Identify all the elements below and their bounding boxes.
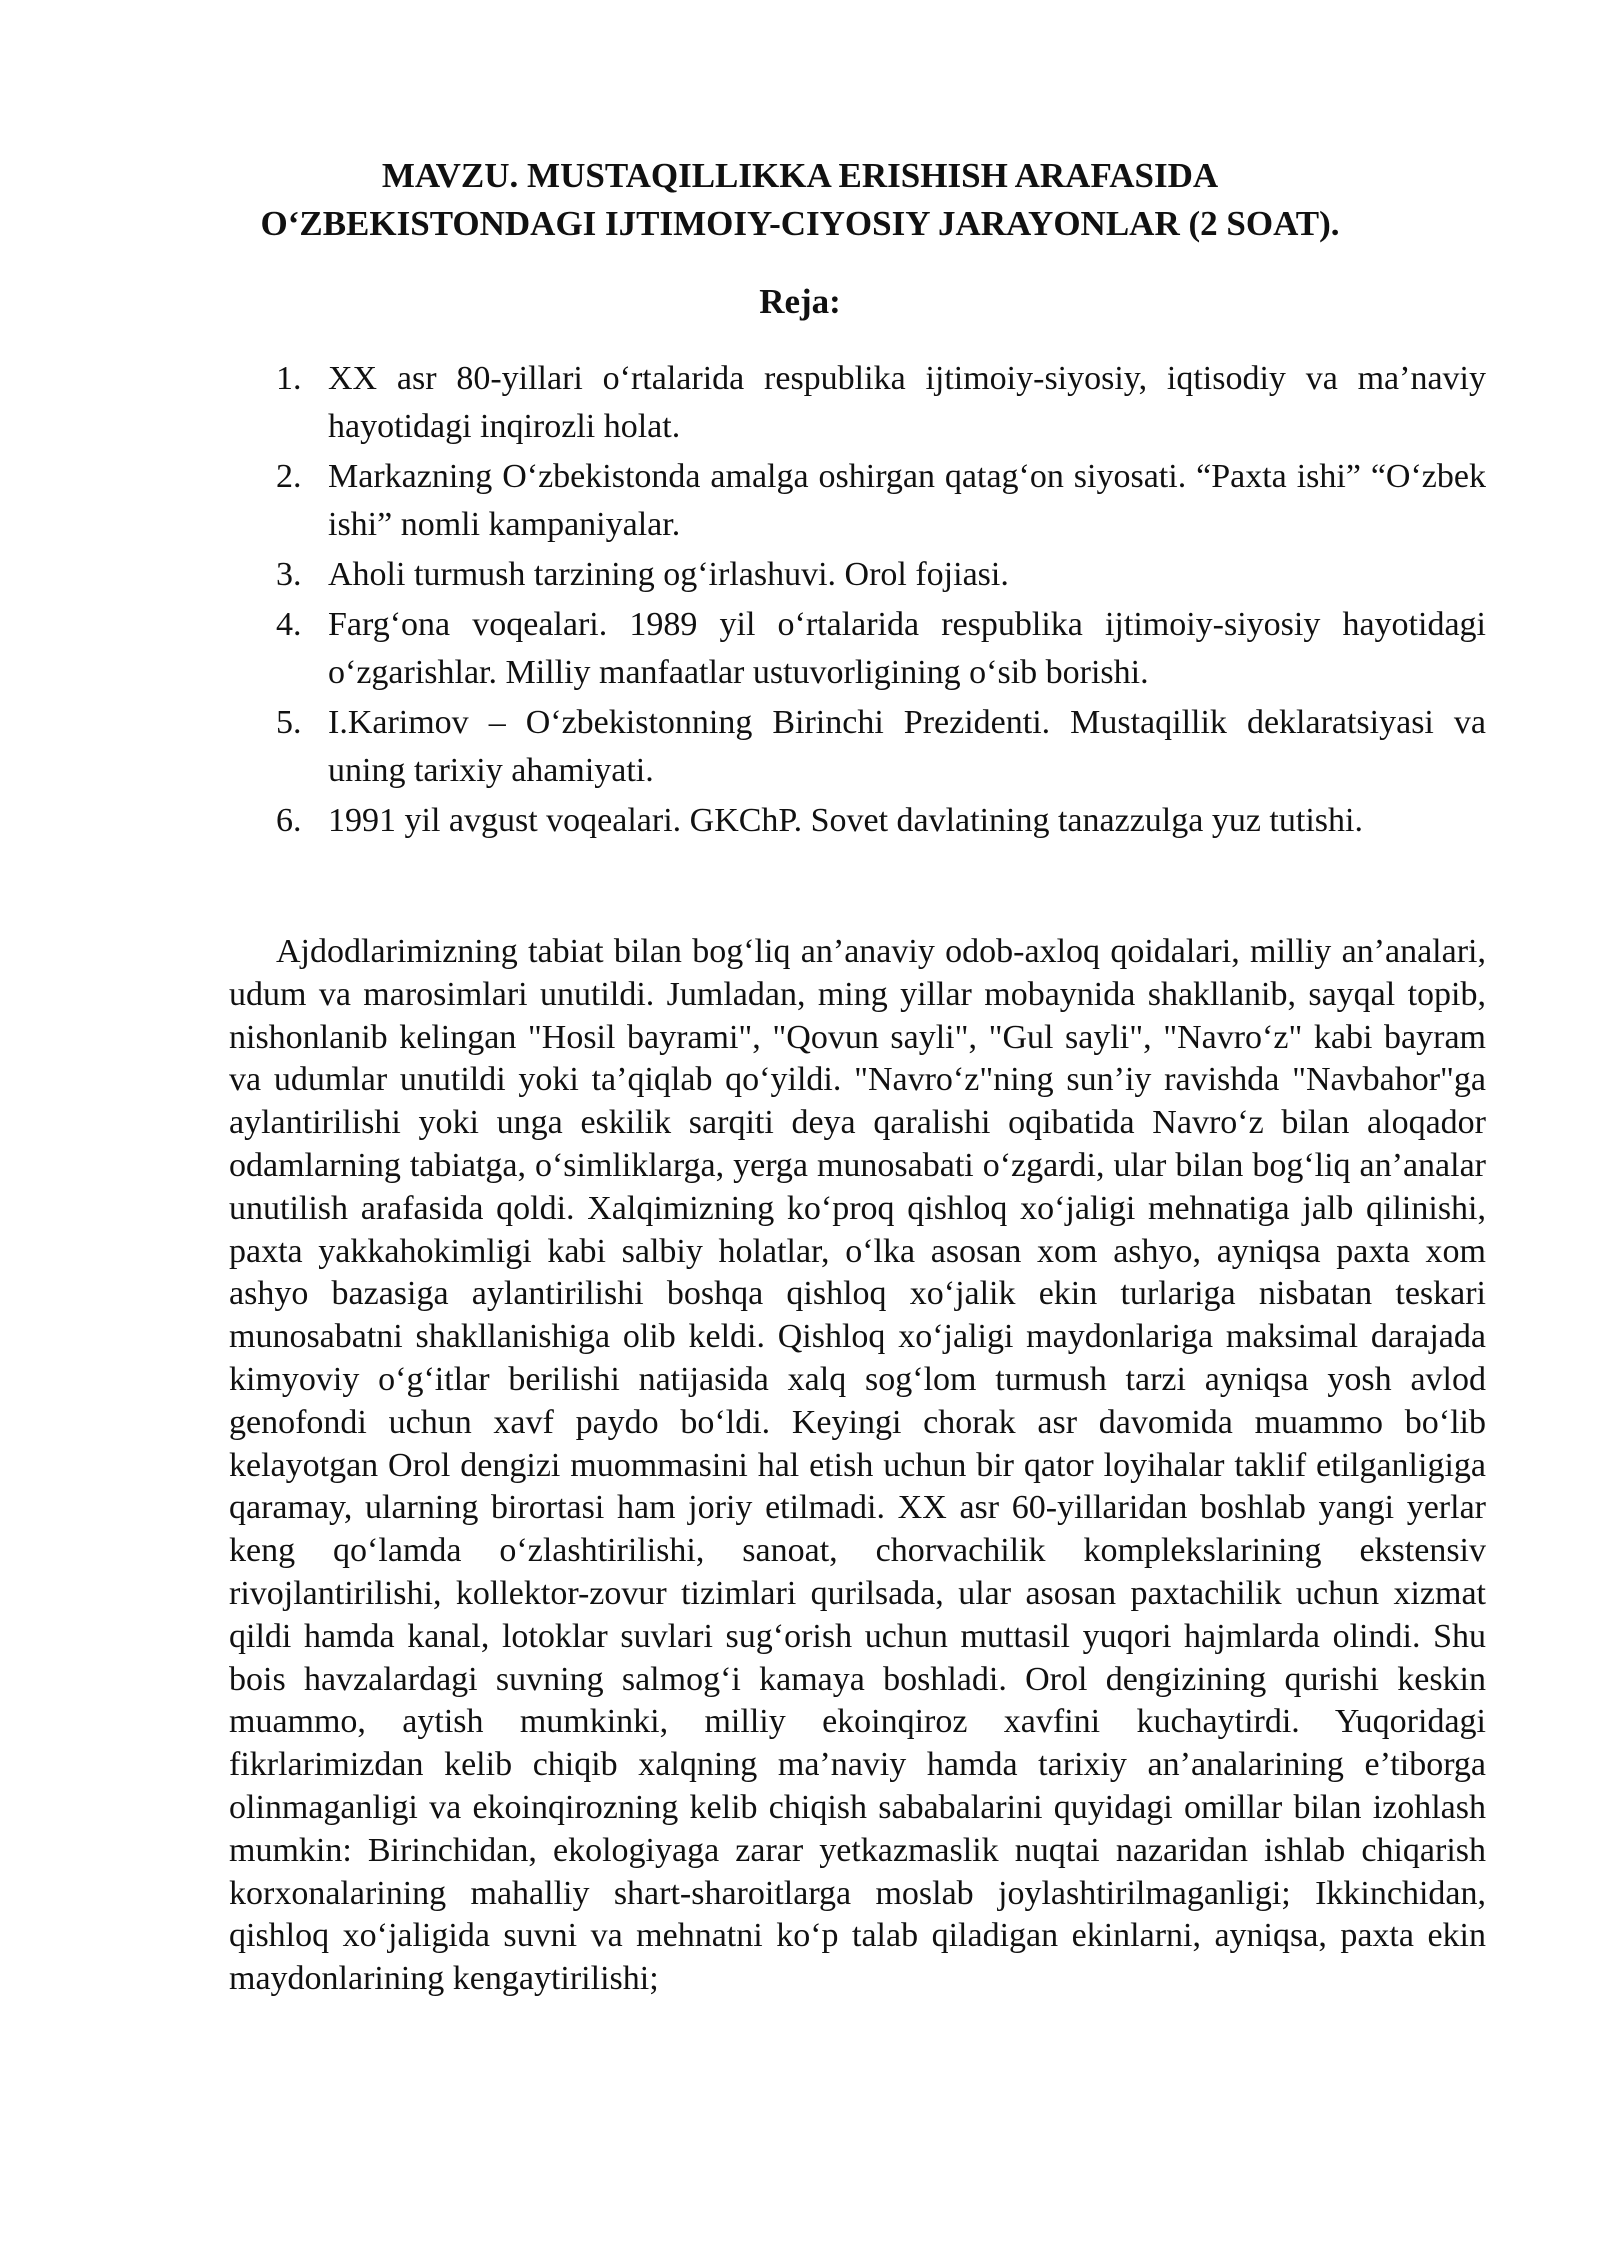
plan-item-text: Farg‘ona voqealari. 1989 yil o‘rtalarida respublika ijtimoiy-siyosiy hayotidagi o‘zgarishlar. Milliy manfaatlar ustuvorligining o‘sib borishi. <box>328 606 1486 691</box>
plan-item-number: 3. <box>276 556 302 593</box>
plan-item-number: 1. <box>276 360 302 397</box>
plan-item-text: Aholi turmush tarzining og‘irlashuvi. Orol fojiasi. <box>328 556 1009 593</box>
plan-item <box>268 601 1486 697</box>
plan-item-number: 2. <box>276 458 302 495</box>
body-paragraph: Ajdodlarimizning tabiat bilan bog‘liq an’anaviy odob-axloq qoidalari, milliy an’analari, udum va marosimlari unutildi. Jumladan, ming yillar mobaynida shakllanib, sayqal topib, nishonlanib kelingan "Hosil bayrami", "Qovun sayli", "Gul sayli", "Navro‘z" kabi bayram va udumlar unutildi yoki ta’qiqlab qo‘yildi. "Navro‘z"ning sun’iy ravishda "Navbahor"ga aylantirilishi yoki unga eskilik sarqiti deya qaralishi oqibatida Navro‘z bilan aloqador odamlarning tabiatga, o‘simliklarga, yerga munosabati o‘zgardi, ular bilan bog‘liq an’analar unutilish arafasida qoldi. Xalqimizning ko‘proq qishloq xo‘jaligi mehnatiga jalb qilinishi, paxta yakkahokimligi kabi salbiy holatlar, o‘lka asosan xom ashyo, ayniqsa paxta xom ashyo bazasiga aylantirilishi boshqa qishloq xo‘jalik ekin turlariga nisbatan teskari munosabatni shakllanishiga olib keldi. Qishloq xo‘jaligi maydonlariga maksimal darajada kimyoviy o‘g‘itlar berilishi natijasida xalq sog‘lom turmush tarzi ayniqsa yosh avlod genofondi uchun xavf paydo bo‘ldi. Keyingi chorak asr davomida muammo bo‘lib kelayotgan Orol dengizi muommasini hal etish uchun bir qator loyihalar taklif etilganligiga qaramay, ularning birortasi ham joriy etilmadi. XX asr 60-yillaridan boshlab yangi yerlar keng qo‘lamda o‘zlashtirilishi, sanoat, chorvachilik komplekslarining ekstensiv rivojlantirilishi, kollektor-zovur tizimlari qurilsada, ular asosan paxtachilik uchun xizmat qildi hamda kanal, lotoklar suvlari sug‘orish uchun muttasil yuqori hajmlarda olindi. Shu bois havzalardagi suvning salmog‘i kamaya boshladi. Orol dengizining qurishi keskin muammo, aytish mumkinki, milliy ekoinqiroz xavfini kuchaytirdi. Yuqoridagi fikrlarimizdan kelib chiqib xalqning ma’naviy hamda tarixiy an’analarining e’tiborga olinmaganligi va ekoinqirozning kelib chiqish sababalarini quyidagi omillar bilan izohlash mumkin: Birinchidan, ekologiyaga zarar yetkazmaslik nuqtai nazaridan ishlab chiqarish korxonalarining mahalliy shart-sharoitlarga moslab joylashtirilmaganligi; Ikkinchidan, qishloq xo‘jaligida suvni va mehnatni ko‘p talab qiladigan ekinlarni, ayniqsa, paxta ekin maydonlarining kengaytirilishi; <box>229 933 1486 1998</box>
plan-item-text: Markazning O‘zbekistonda amalga oshirgan qatag‘on siyosati. “Paxta ishi” “O‘zbek ishi” nomli kampaniyalar. <box>328 458 1486 543</box>
plan-item-text: XX asr 80-yillari o‘rtalarida respublika ijtimoiy-siyosiy, iqtisodiy va ma’naviy hayotidagi inqirozli holat. <box>328 360 1486 445</box>
plan-item <box>268 551 1486 599</box>
plan-item-number: 4. <box>276 606 302 643</box>
plan-list <box>268 355 1486 847</box>
plan-item <box>268 699 1486 795</box>
plan-item-text: 1991 yil avgust voqealari. GKChP. Sovet davlatining tanazzulga yuz tutishi. <box>328 802 1363 839</box>
plan-item-text: I.Karimov – O‘zbekistonning Birinchi Prezidenti. Mustaqillik deklaratsiyasi va uning tarixiy ahamiyati. <box>328 704 1486 789</box>
plan-item <box>268 355 1486 451</box>
title-line-1: MAVZU. MUSTAQILLIKKA ERISHISH ARAFASIDA <box>381 156 1219 195</box>
plan-item-number: 5. <box>276 704 302 741</box>
plan-item <box>268 797 1486 845</box>
title-line-2: O‘ZBEKISTONDAGI IJTIMOIY-CIYOSIY JARAYONLAR (2 SOAT). <box>260 204 1340 243</box>
plan-item-number: 6. <box>276 802 302 839</box>
plan-heading: Reja: <box>759 282 841 321</box>
plan-item <box>268 453 1486 549</box>
document-title <box>0 152 1600 248</box>
